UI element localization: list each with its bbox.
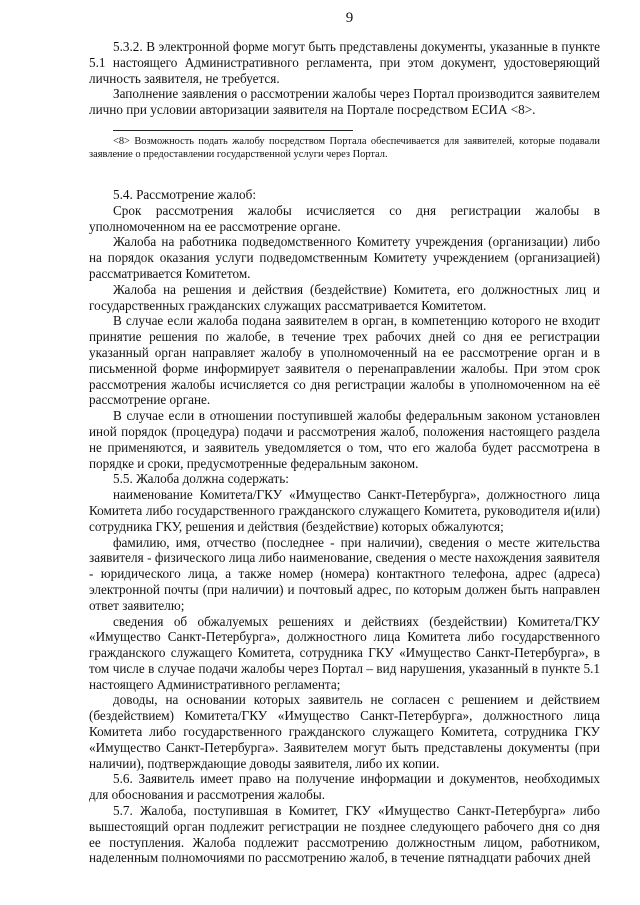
paragraph-review-term: Срок рассмотрения жалобы исчисляется со дня регистрации жалобы в уполномоченном на ее рассмотрение органе. bbox=[89, 202, 600, 234]
paragraph-subordinate-institution: Жалоба на работника подведомственного Комитету учреждения (организации) либо на порядок оказания услуги подведомственным Комитету учреждением (организацией) рассматривается Комитетом. bbox=[89, 234, 600, 281]
paragraph-5-6: 5.6. Заявитель имеет право на получение информации и документов, необходимых для обоснования и рассмотрения жалобы. bbox=[89, 771, 600, 803]
paragraph-5-3-2: 5.3.2. В электронной форме могут быть представлены документы, указанные в пункте 5.1 настоящего Административного регламента, при этом документ, удостоверяющий личность заявителя, не требуется. bbox=[89, 39, 600, 86]
paragraph-committee-decisions: Жалоба на решения и действия (бездействие) Комитета, его должностных лиц и государственных гражданских служащих рассматривается Комитетом. bbox=[89, 281, 600, 313]
paragraph-5-5-heading: 5.5. Жалоба должна содержать: bbox=[113, 471, 289, 487]
footnote-separator bbox=[113, 130, 353, 131]
page-number: 9 bbox=[345, 10, 354, 26]
paragraph-item-decisions: сведения об обжалуемых решениях и действиях (бездействии) Комитета/ГКУ «Имущество Санкт-Петербурга», должностного лица Комитета либо государственного гражданского служащего Комитета, сотрудника ГКУ «Имущество Санкт-Петербурга», в том числе в случае подачи жалобы через Портал – вид нарушения, указанный в пункте 5.1 настоящего Административного регламента; bbox=[89, 613, 600, 692]
paragraph-federal-law: В случае если в отношении поступившей жалобы федеральным законом установлен иной порядок (процедура) подачи и рассмотрения жалоб, положения настоящего раздела не применяются, и заявитель уведомляется о том, что его жалоба будет рассмотрена в порядке и сроки, предусмотренные федеральным законом. bbox=[89, 408, 600, 471]
paragraph-item-arguments: доводы, на основании которых заявитель не согласен с решением и действием (бездействием) Комитета/ГКУ «Имущество Санкт-Петербурга», должностного лица Комитета либо государственного гражданского служащего Комитета, сотрудника ГКУ «Имущество Санкт-Петербурга». Заявителем могут быть представлены документы (при наличии), подтверждающие доводы заявителя, либо их копии. bbox=[89, 692, 600, 771]
paragraph-portal-filing: Заполнение заявления о рассмотрении жалобы через Портал производится заявителем лично при условии авторизации заявителя на Портале посредством ЕСИА <8>. bbox=[89, 86, 600, 118]
paragraph-wrong-authority: В случае если жалоба подана заявителем в орган, в компетенцию которого не входит принятие решения по жалобе, в течение трех рабочих дней со дня ее регистрации указанный орган направляет жалобу в уполномоченный на ее рассмотрение орган и в письменной форме информирует заявителя о перенаправлении жалобы. При этом срок рассмотрения жалобы исчисляется со дня регистрации жалобы в уполномоченном на её рассмотрение органе. bbox=[89, 313, 600, 408]
paragraph-item-applicant: фамилию, имя, отчество (последнее - при наличии), сведения о месте жительства заявителя - физического лица либо наименование, сведения о месте нахождения заявителя - юридического лица, а также номер (номера) контактного телефона, адрес (адреса) электронной почты (при наличии) и почтовый адрес, по которым должен быть направлен ответ заявителю; bbox=[89, 534, 600, 613]
paragraph-5-7: 5.7. Жалоба, поступившая в Комитет, ГКУ «Имущество Санкт-Петербурга» либо вышестоящий орган подлежит регистрации не позднее следующего рабочего дня со дня ее поступления. Жалоба подлежит рассмотрению должностным лицом, работником, наделенным полномочиями по рассмотрению жалоб, в течение пятнадцати рабочих дней bbox=[89, 803, 600, 866]
paragraph-5-4-heading: 5.4. Рассмотрение жалоб: bbox=[113, 186, 257, 202]
footnote-8: <8> Возможность подать жалобу посредством Портала обеспечивается для заявителей, которые подавали заявление о предоставлении государственной услуги через Портал. bbox=[89, 135, 600, 160]
paragraph-item-name: наименование Комитета/ГКУ «Имущество Санкт-Петербурга», должностного лица Комитета либо государственного гражданского служащего Комитета, руководителя и(или) сотрудника ГКУ, решения и действия (бездействие) которых обжалуются; bbox=[89, 487, 600, 534]
